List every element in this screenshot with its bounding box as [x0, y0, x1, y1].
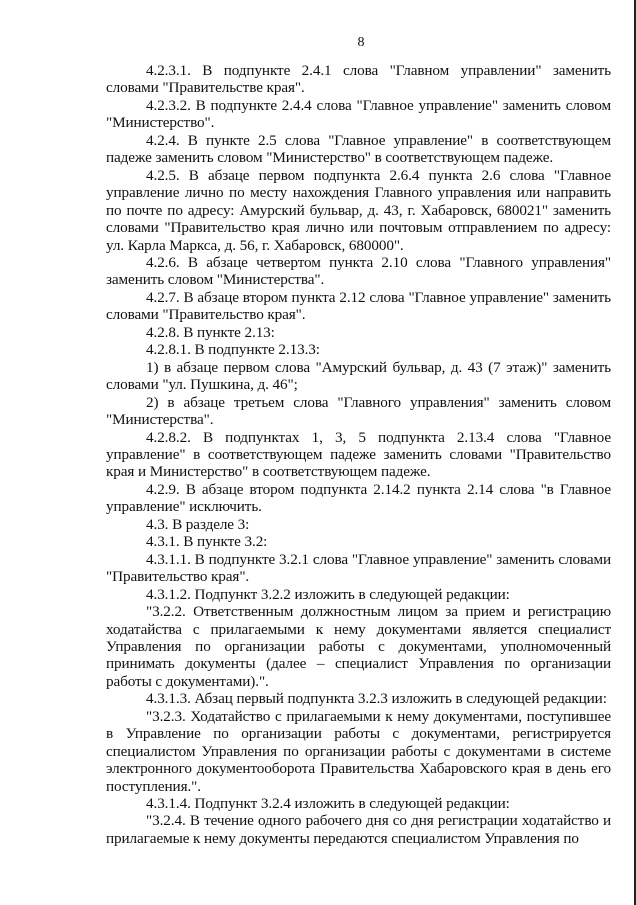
- paragraph: "3.2.2. Ответственным должностным лицом за прием и регистрацию ходатайства с прилагаемыми к нему документами является специалист Управления по организации работы с документами, уполномоченный принимать документы (далее – специалист Управления по организации работы с документами).".: [106, 603, 611, 690]
- paragraph: 4.2.3.1. В подпункте 2.4.1 слова "Главном управлении" заменить словами "Правительстве края".: [106, 62, 611, 97]
- page-number: 8: [357, 35, 365, 50]
- paragraph: 4.2.3.2. В подпункте 2.4.4 слова "Главное управление" заменить словом "Министерство".: [106, 96, 611, 132]
- paragraph: 4.3.1.1. В подпункте 3.2.1 слова "Главное управление" заменить словами "Правительство края".: [106, 550, 611, 586]
- paragraph: 4.3. В разделе 3:: [146, 515, 250, 533]
- paragraph: 4.2.8. В пункте 2.13:: [146, 323, 275, 341]
- paragraph: "3.2.4. В течение одного рабочего дня со дня регистрации ходатайство и прилагаемые к нему документы передаются специалистом Управления по: [106, 812, 611, 847]
- paragraph: "3.2.3. Ходатайство с прилагаемыми к нему документами, поступившее в Управление по организации работы с документами, регистрируется специалистом Управления по организации работы с документами в системе электронного документооборота Правительства Хабаровского края в день его поступления.".: [106, 707, 611, 795]
- paragraph: 4.2.9. В абзаце втором подпункта 2.14.2 пункта 2.14 слова "в Главное управление" исключить.: [106, 480, 611, 516]
- document-body: [106, 62, 611, 847]
- paragraph: 4.3.1. В пункте 3.2:: [146, 533, 268, 551]
- paragraph: 4.2.4. В пункте 2.5 слова "Главное управление" в соответствующем падеже заменить словом "Министерство" в соответствующем падеже.: [106, 131, 611, 167]
- paragraph: 4.2.7. В абзаце втором пункта 2.12 слова "Главное управление" заменить словами "Правительство края".: [106, 288, 611, 324]
- paragraph: 2) в абзаце третьем слова "Главного управления" заменить словом "Министерства".: [106, 393, 611, 429]
- paragraph: 4.3.1.3. Абзац первый подпункта 3.2.3 изложить в следующей редакции:: [146, 690, 607, 708]
- paragraph: 1) в абзаце первом слова "Амурский бульвар, д. 43 (7 этаж)" заменить словами "ул. Пушкина, д. 46";: [106, 358, 611, 394]
- paragraph: 4.3.1.4. Подпункт 3.2.4 изложить в следующей редакции:: [146, 795, 510, 813]
- paragraph: 4.3.1.2. Подпункт 3.2.2 изложить в следующей редакции:: [146, 585, 510, 603]
- paragraph: 4.2.8.2. В подпунктах 1, 3, 5 подпункта 2.13.4 слова "Главное управление" в соответствующем падеже заменить словами "Правительство края и Министерство" в соответствующем падеже.: [106, 428, 611, 481]
- paragraph: 4.2.6. В абзаце четвертом пункта 2.10 слова "Главного управления" заменить словом "Министерства".: [106, 253, 611, 289]
- paragraph: 4.2.5. В абзаце первом подпункта 2.6.4 пункта 2.6 слова "Главное управление лично по месту нахождения Главного управления или направить по почте по адресу: Амурский бульвар, д. 43, г. Хабаровск, 680021" заменить словами "Правительство края лично или почтовым отправлением по адресу: ул. Карла Маркса, д. 56, г. Хабаровск, 680000".: [106, 166, 611, 254]
- paragraph: 4.2.8.1. В подпункте 2.13.3:: [146, 341, 320, 359]
